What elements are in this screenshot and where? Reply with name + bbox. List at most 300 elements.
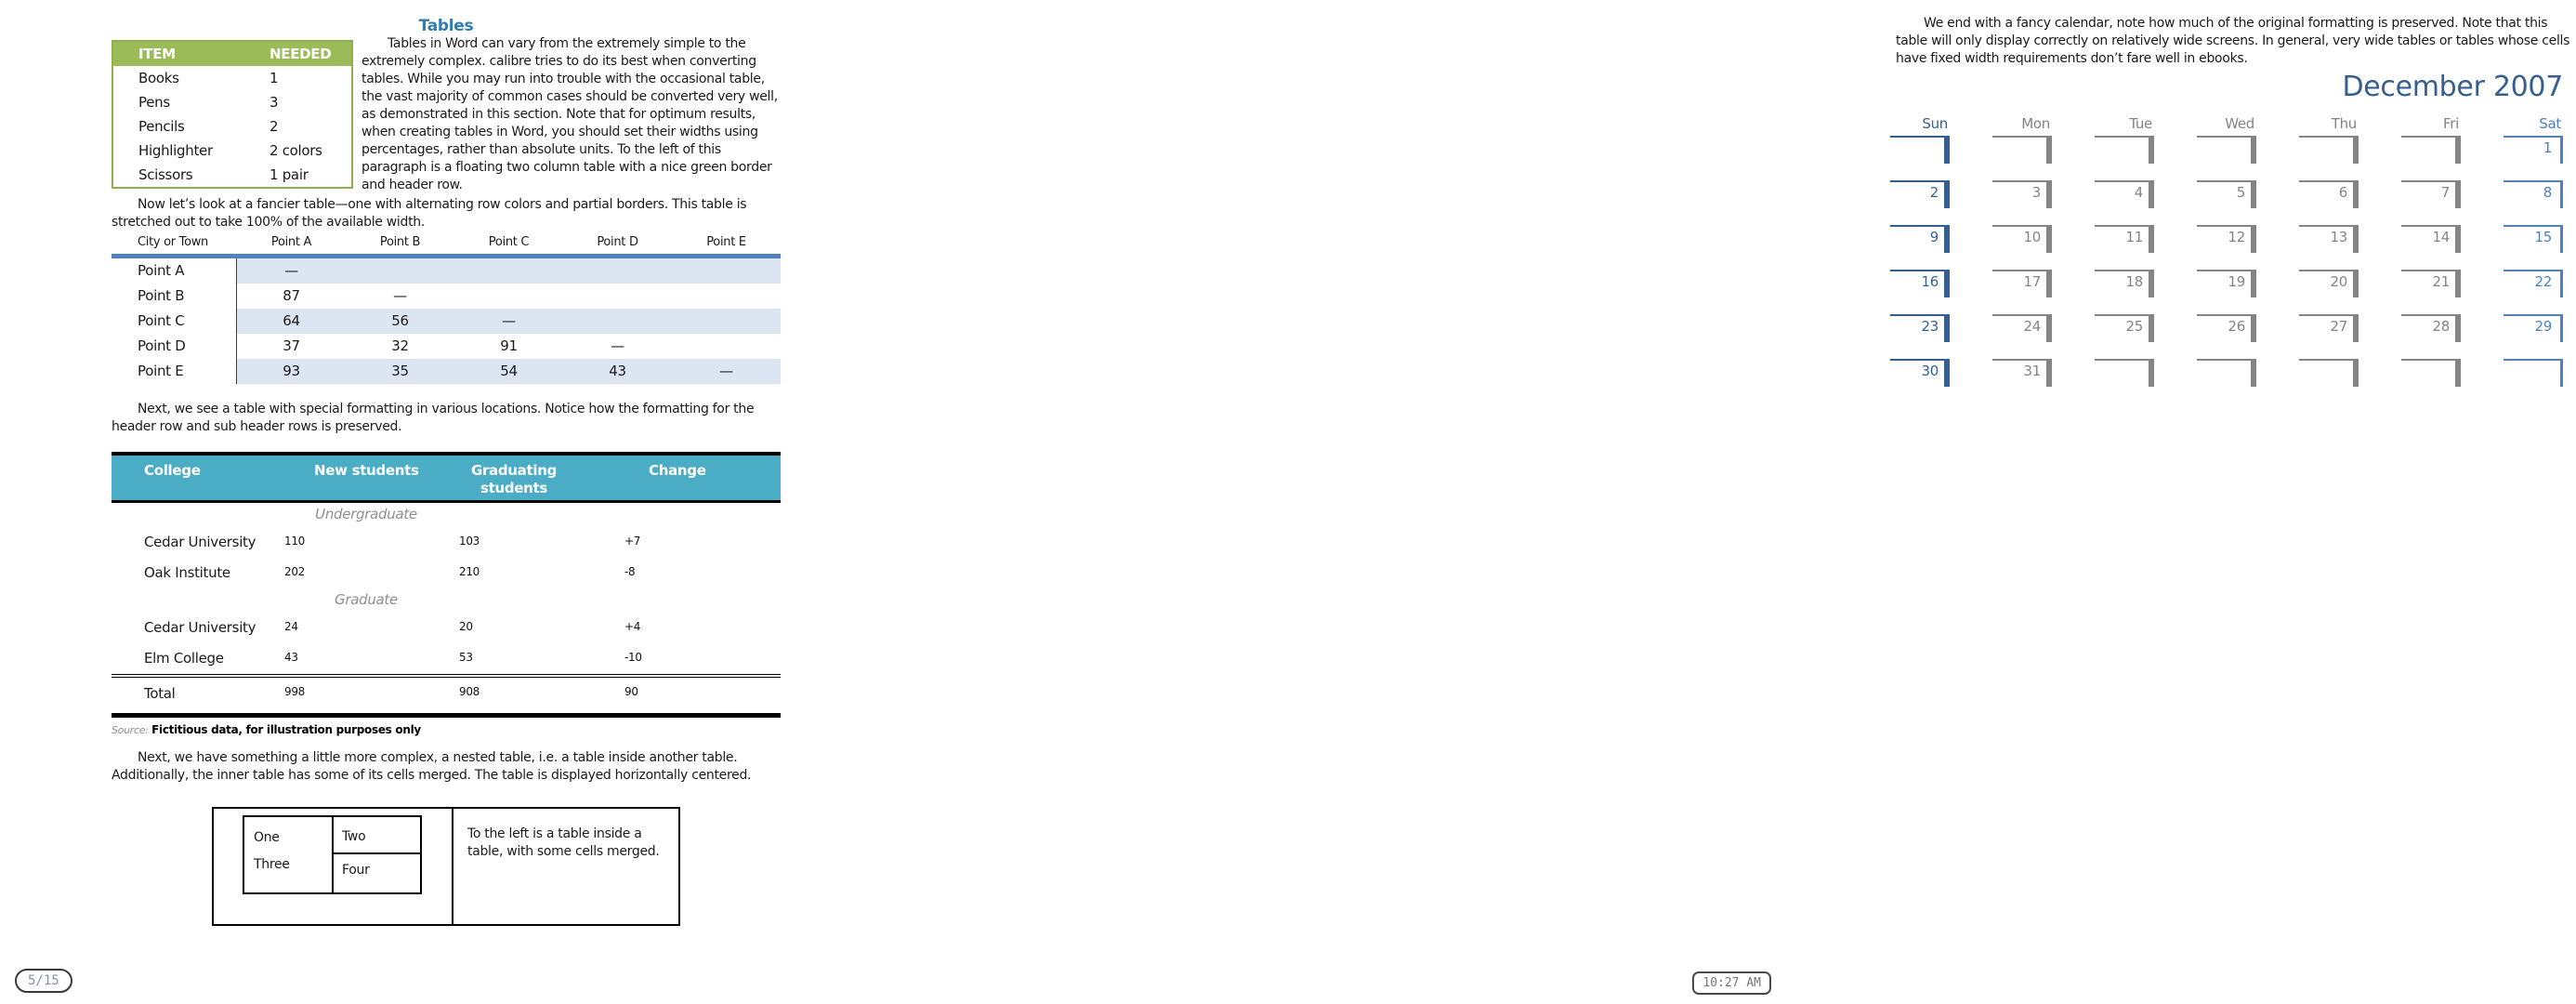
change-value: -10: [624, 651, 642, 664]
cell-right-bar: [2353, 316, 2359, 342]
nested-outer-table: [212, 807, 680, 926]
calendar-date: 13: [2330, 229, 2347, 245]
calendar-day-cell: [2362, 180, 2464, 225]
day-header-wed: Wed: [2225, 115, 2254, 132]
distance-cell: [563, 258, 672, 284]
calendar-day-cell: [2260, 180, 2362, 225]
calendar-day-cell: [2464, 225, 2567, 270]
city-table-row: [112, 359, 781, 384]
total-label: Total: [144, 685, 176, 702]
calendar-date: 14: [2432, 229, 2450, 245]
item-table-header: [113, 42, 351, 66]
calendar-cell-box: [2197, 314, 2256, 348]
calendar-date: 11: [2125, 229, 2143, 245]
calendar-cell-box: [2095, 136, 2154, 169]
cell-right-bar: [2455, 138, 2461, 164]
city-table-body: [112, 258, 781, 384]
calendar-date: [2197, 361, 2256, 363]
calendar-day-cell: [2056, 225, 2158, 270]
calendar-cell-box: [2095, 225, 2154, 258]
calendar-day-cell: [2260, 136, 2362, 180]
calendar-cell-box: [2504, 180, 2563, 214]
city-distance-table: [112, 233, 781, 384]
cell-right-bar: [2046, 361, 2052, 387]
calendar-day-cell: [1851, 359, 1953, 403]
distance-cell: 32: [391, 337, 409, 354]
calendar-cell-box: [2504, 136, 2563, 169]
calendar-date: [1890, 138, 1950, 139]
calendar-cell-box: [2095, 359, 2154, 392]
new-students-value: 24: [284, 620, 298, 633]
calendar-date: [1992, 138, 2052, 139]
paragraph-tables-intro: Tables in Word can vary from the extremely simple to the extremely complex. calibre tries to do its best when converting tables. While you may run into trouble with the occasional table, the vast majority of common cases should be converted very well, as demonstrated in this section. Note that for optimum results, when creating tables in Word, you should set their widths using percentages, rather than absolute units. To the left of this paragraph is a floating two column table with a nice green border and header row.: [361, 36, 778, 192]
cell-right-bar: [1944, 271, 1950, 297]
day-header-mon: Mon: [2021, 115, 2050, 132]
item-table-row: [113, 90, 351, 114]
calendar-day-cell: [2260, 359, 2362, 403]
calendar-day-cell: [1851, 270, 1953, 314]
column-header: Point A: [270, 235, 312, 249]
calendar-date: [2299, 138, 2359, 139]
calendar-date: 15: [2534, 229, 2552, 245]
college-subheader-row: [112, 588, 781, 613]
calendar-day-cell: [2056, 270, 2158, 314]
item-needed: 1 pair: [269, 166, 309, 183]
college-data-row: [112, 558, 781, 588]
distance-cell: [454, 284, 563, 309]
column-header: Point D: [597, 235, 638, 249]
inner-cell-one: One: [254, 830, 280, 845]
calendar-day-cell: [2464, 270, 2567, 314]
calendar-day-cell: [1851, 314, 1953, 359]
calendar-day-cell: [2056, 180, 2158, 225]
calendar-date: 22: [2534, 273, 2552, 290]
cell-right-bar: [2560, 361, 2563, 387]
distance-cell: [346, 258, 454, 284]
item-name: Books: [138, 70, 179, 86]
calendar-date: 20: [2330, 273, 2347, 290]
calendar-day-cell: [2464, 314, 2567, 359]
calendar-cell-box: [1890, 225, 1950, 258]
calendar-cell-box: [2504, 314, 2563, 348]
change-value: -8: [624, 565, 636, 578]
college-total-row: [112, 674, 781, 718]
day-header-thu: Thu: [2331, 115, 2357, 132]
calendar-date: 16: [1921, 273, 1939, 290]
calendar-date: 8: [2543, 184, 2552, 201]
inner-cell-two: Two: [334, 817, 420, 854]
college-name: Cedar University: [144, 619, 256, 636]
change-value: +7: [624, 535, 641, 548]
calendar-date: [2401, 361, 2461, 363]
item-needed-table: [112, 40, 353, 189]
outer-table-right-cell: [453, 809, 678, 924]
calendar-day-cell: [2056, 359, 2158, 403]
calendar-date: 19: [2228, 273, 2245, 290]
new-students-value: 202: [284, 565, 306, 578]
cell-right-bar: [2046, 316, 2052, 342]
distance-cell: 35: [346, 359, 454, 384]
calendar-cell-box: [2095, 314, 2154, 348]
graduating-value: 210: [459, 565, 480, 578]
calendar-cell-box: [2197, 225, 2256, 258]
calendar-cell-box: [2504, 270, 2563, 303]
item-table-body: [113, 66, 351, 187]
calendar-day-headers: [1851, 112, 2567, 136]
column-header: Point E: [706, 235, 746, 249]
distance-cell: 56: [346, 309, 454, 334]
calendar-date: 28: [2432, 318, 2450, 335]
inner-cell-four: Four: [342, 863, 370, 878]
day-header-tue: Tue: [2129, 115, 2152, 132]
calendar-cell-box: [1992, 270, 2052, 303]
column-header: ITEM: [138, 46, 176, 62]
calendar-day-cell: [2158, 225, 2260, 270]
cell-right-bar: [2251, 227, 2256, 253]
calendar-day-cell: [1851, 136, 1953, 180]
column-header: Point B: [379, 235, 421, 249]
item-name: Pens: [138, 94, 170, 111]
cell-right-bar: [2046, 227, 2052, 253]
calendar-date: 3: [2031, 184, 2041, 201]
calendar-date: 18: [2125, 273, 2143, 290]
calendar-day-cell: [2158, 359, 2260, 403]
calendar-cell-box: [2401, 225, 2461, 258]
calendar-week-row: [1851, 225, 2567, 270]
calendar-cell-box: [2197, 180, 2256, 214]
cell-right-bar: [1944, 138, 1950, 164]
college-table-header: [112, 456, 781, 503]
calendar-date: 17: [2023, 273, 2041, 290]
distance-cell: 54: [454, 359, 563, 384]
college-students-table: [112, 452, 781, 718]
calendar-cell-box: [2299, 359, 2359, 392]
calendar-cell-box: [2401, 359, 2461, 392]
college-name: Cedar University: [144, 534, 256, 550]
calendar-date: 29: [2534, 318, 2552, 335]
total-new-students: 998: [284, 685, 306, 698]
calendar-date: 24: [2023, 318, 2041, 335]
cell-right-bar: [2149, 227, 2154, 253]
paragraph-special-formatting: Next, we see a table with special formatting in various locations. Notice how the formatting for the header row and sub header rows is preserved.: [112, 402, 755, 434]
distance-cell: [672, 309, 781, 334]
column-header: Point C: [488, 235, 530, 249]
day-header-sat: Sat: [2539, 115, 2561, 132]
calendar-cell-box: [2299, 314, 2359, 348]
distance-cell: 93: [237, 359, 346, 384]
row-label: Point D: [112, 334, 237, 359]
college-data-row: [112, 643, 781, 674]
distance-cell: 43: [563, 359, 672, 384]
cell-right-bar: [2251, 316, 2256, 342]
total-change: 90: [624, 685, 638, 698]
day-header-fri: Fri: [2443, 115, 2459, 132]
paragraph-nested-table: Next, we have something a little more complex, a nested table, i.e. a table inside another table. Additionally, the inner table has some of its cells merged. The table is displayed horizontally centered.: [112, 750, 752, 783]
calendar-cell-box: [1890, 314, 1950, 348]
cell-right-bar: [2149, 361, 2154, 387]
calendar-day-cell: [2260, 270, 2362, 314]
calendar-cell-box: [2299, 270, 2359, 303]
calendar-day-cell: [2464, 180, 2567, 225]
distance-cell: [672, 258, 781, 284]
calendar-cell-box: [1890, 359, 1950, 392]
cell-right-bar: [2455, 182, 2461, 208]
city-table-row: [112, 334, 781, 359]
calendar-day-cell: [1953, 314, 2056, 359]
column-header: College: [144, 462, 201, 479]
new-students-value: 110: [284, 535, 306, 548]
total-graduating: 908: [459, 685, 480, 698]
calendar-date: 7: [2440, 184, 2450, 201]
calendar-date: 25: [2125, 318, 2143, 335]
calendar-cell-box: [1890, 136, 1950, 169]
item-name: Highlighter: [138, 142, 213, 159]
column-header: City or Town: [138, 235, 208, 249]
calendar-cell-box: [2401, 180, 2461, 214]
item-table-row: [113, 66, 351, 90]
distance-cell: —: [454, 309, 563, 334]
distance-cell: [672, 284, 781, 309]
distance-cell: [563, 284, 672, 309]
college-data-row: [112, 613, 781, 643]
calendar-week-row: [1851, 136, 2567, 180]
source-text: Fictitious data, for illustration purposes only: [151, 723, 421, 736]
cell-right-bar: [2353, 361, 2359, 387]
cell-right-bar: [2251, 182, 2256, 208]
calendar-date: 26: [2228, 318, 2245, 335]
calendar-day-cell: [2260, 314, 2362, 359]
calendar-day-cell: [2056, 314, 2158, 359]
item-needed: 2: [269, 118, 279, 135]
calendar-date: 4: [2134, 184, 2143, 201]
calendar-date: 23: [1921, 318, 1939, 335]
calendar-day-cell: [2260, 225, 2362, 270]
graduating-value: 103: [459, 535, 480, 548]
calendar-grid: [1851, 136, 2567, 403]
distance-cell: —: [237, 258, 346, 284]
calendar-day-cell: [2158, 136, 2260, 180]
graduating-value: 20: [459, 620, 473, 633]
calendar-cell-box: [2299, 180, 2359, 214]
calendar-day-cell: [2056, 136, 2158, 180]
distance-cell: 87: [283, 287, 300, 304]
college-name: Elm College: [144, 650, 224, 667]
calendar-date: 21: [2432, 273, 2450, 290]
cell-right-bar: [2046, 182, 2052, 208]
calendar-date: [2401, 138, 2461, 139]
column-header: New students: [314, 462, 419, 479]
cell-right-bar: [2251, 271, 2256, 297]
inner-table: [243, 815, 422, 894]
calendar-day-cell: [1953, 136, 2056, 180]
page-left[interactable]: [0, 0, 892, 958]
calendar-day-cell: [2362, 359, 2464, 403]
cell-right-bar: [2046, 138, 2052, 164]
distance-cell: 91: [500, 337, 518, 354]
calendar-day-cell: [1953, 225, 2056, 270]
calendar-cell-box: [2299, 136, 2359, 169]
outer-table-left-cell: [214, 809, 453, 924]
calendar-date: [2299, 361, 2359, 363]
cell-right-bar: [2560, 182, 2563, 208]
subheader-label: Graduate: [335, 591, 398, 608]
distance-cell: 37: [283, 337, 300, 354]
calendar-cell-box: [1890, 180, 1950, 214]
calendar-cell-box: [1992, 180, 2052, 214]
calendar-date: 31: [2023, 363, 2041, 379]
cell-right-bar: [2560, 138, 2563, 164]
column-header: Graduating students: [470, 462, 558, 496]
change-value: +4: [624, 620, 641, 633]
calendar-date: 27: [2330, 318, 2347, 335]
source-label: Source:: [112, 724, 149, 736]
page-indicator[interactable]: 5/15: [15, 969, 72, 993]
calendar-cell-box: [2401, 314, 2461, 348]
cell-right-bar: [2353, 138, 2359, 164]
city-table-header: [112, 233, 781, 258]
calendar-date: 9: [1929, 229, 1939, 245]
inner-merged-cell: [244, 817, 334, 892]
calendar-day-cell: [2158, 270, 2260, 314]
city-table-row: [112, 309, 781, 334]
item-needed: 2 colors: [269, 142, 322, 159]
calendar-cell-box: [1992, 225, 2052, 258]
item-needed: 3: [269, 94, 279, 111]
distance-cell: [454, 258, 563, 284]
cell-right-bar: [2455, 361, 2461, 387]
calendar-week-row: [1851, 180, 2567, 225]
inner-cell-three: Three: [254, 857, 290, 872]
calendar-day-cell: [1953, 359, 2056, 403]
cell-right-bar: [2560, 316, 2563, 342]
calendar-day-cell: [1953, 270, 2056, 314]
cell-right-bar: [2149, 316, 2154, 342]
row-label: Point C: [112, 309, 237, 334]
calendar-cell-box: [2504, 359, 2563, 392]
cell-right-bar: [1944, 316, 1950, 342]
calendar-title: December 2007: [2342, 71, 2563, 103]
calendar-week-row: [1851, 314, 2567, 359]
distance-cell: 64: [237, 309, 346, 334]
calendar-cell-box: [1992, 314, 2052, 348]
item-name: Scissors: [138, 166, 193, 183]
cell-right-bar: [2353, 227, 2359, 253]
clock: 10:27 AM: [1692, 971, 1771, 995]
calendar-cell-box: [1992, 359, 2052, 392]
page-title: Tables: [418, 17, 474, 35]
row-label: Point A: [112, 258, 237, 284]
cell-right-bar: [1944, 361, 1950, 387]
calendar-week-row: [1851, 270, 2567, 314]
calendar-cell-box: [2401, 136, 2461, 169]
column-header: Change: [649, 462, 706, 479]
calendar-date: 5: [2236, 184, 2245, 201]
calendar-date: 10: [2023, 229, 2041, 245]
cell-right-bar: [1944, 182, 1950, 208]
item-table-row: [113, 163, 351, 187]
calendar-cell-box: [2095, 270, 2154, 303]
calendar-date: [2504, 361, 2563, 363]
paragraph-calendar-intro: We end with a fancy calendar, note how much of the original formatting is preserved. Note that this table will only display correctly on relatively wide screens. In general, very wide tables or tables whose cells have fixed width requirements don’t fare well in ebooks.: [1896, 16, 2570, 66]
calendar-day-cell: [2158, 314, 2260, 359]
cell-right-bar: [2149, 271, 2154, 297]
calendar-day-cell: [2362, 270, 2464, 314]
calendar-date: [2095, 361, 2154, 363]
cell-right-bar: [2149, 138, 2154, 164]
calendar-day-cell: [2158, 180, 2260, 225]
distance-cell: —: [672, 359, 781, 384]
distance-cell: —: [393, 287, 407, 304]
row-label: Point B: [112, 284, 237, 309]
calendar-week-row: [1851, 359, 2567, 403]
calendar-cell-box: [2095, 180, 2154, 214]
calendar-day-cell: [2464, 136, 2567, 180]
calendar-date: 30: [1921, 363, 1939, 379]
calendar-table: [1851, 69, 2567, 403]
item-table-row: [113, 139, 351, 163]
graduating-value: 53: [459, 651, 473, 664]
row-label: Point E: [112, 359, 237, 384]
calendar-cell-box: [1890, 270, 1950, 303]
calendar-day-cell: [1851, 180, 1953, 225]
cell-right-bar: [2251, 138, 2256, 164]
calendar-cell-box: [2197, 359, 2256, 392]
calendar-cell-box: [2197, 136, 2256, 169]
calendar-cell-box: [2504, 225, 2563, 258]
page-right[interactable]: [892, 0, 2570, 958]
college-subheader-row: [112, 503, 781, 527]
item-table-row: [113, 114, 351, 139]
item-name: Pencils: [138, 118, 185, 135]
table-source-note: [112, 723, 421, 736]
calendar-day-cell: [2362, 314, 2464, 359]
city-table-row: [112, 284, 781, 309]
cell-right-bar: [2455, 316, 2461, 342]
cell-right-bar: [2149, 182, 2154, 208]
day-header-sun: Sun: [1922, 115, 1948, 132]
calendar-date: 1: [2543, 139, 2552, 156]
cell-right-bar: [2455, 227, 2461, 253]
cell-right-bar: [2251, 361, 2256, 387]
cell-right-bar: [1944, 227, 1950, 253]
calendar-date: [2095, 138, 2154, 139]
calendar-day-cell: [1851, 225, 1953, 270]
calendar-cell-box: [2197, 270, 2256, 303]
college-table-body: [112, 503, 781, 674]
calendar-date: 6: [2338, 184, 2347, 201]
paragraph-fancier-table: Now let’s look at a fancier table—one with alternating row colors and partial borders. This table is stretched out to take 100% of the available width.: [112, 197, 747, 230]
nested-table-note: To the left is a table inside a table, with some cells merged.: [467, 826, 660, 859]
subheader-label: Undergraduate: [315, 506, 417, 522]
column-header: NEEDED: [269, 46, 332, 62]
item-needed: 1: [269, 70, 279, 86]
cell-right-bar: [2455, 271, 2461, 297]
college-data-row: [112, 527, 781, 558]
calendar-date: 12: [2228, 229, 2245, 245]
calendar-cell-box: [2401, 270, 2461, 303]
calendar-cell-box: [1992, 136, 2052, 169]
calendar-day-cell: [1953, 180, 2056, 225]
cell-right-bar: [2560, 271, 2563, 297]
calendar-day-cell: [2362, 225, 2464, 270]
city-table-row: [112, 258, 781, 284]
cell-right-bar: [2353, 182, 2359, 208]
calendar-cell-box: [2299, 225, 2359, 258]
cell-right-bar: [2353, 271, 2359, 297]
distance-cell: —: [611, 337, 624, 354]
cell-right-bar: [2560, 227, 2563, 253]
calendar-date: 2: [1929, 184, 1939, 201]
